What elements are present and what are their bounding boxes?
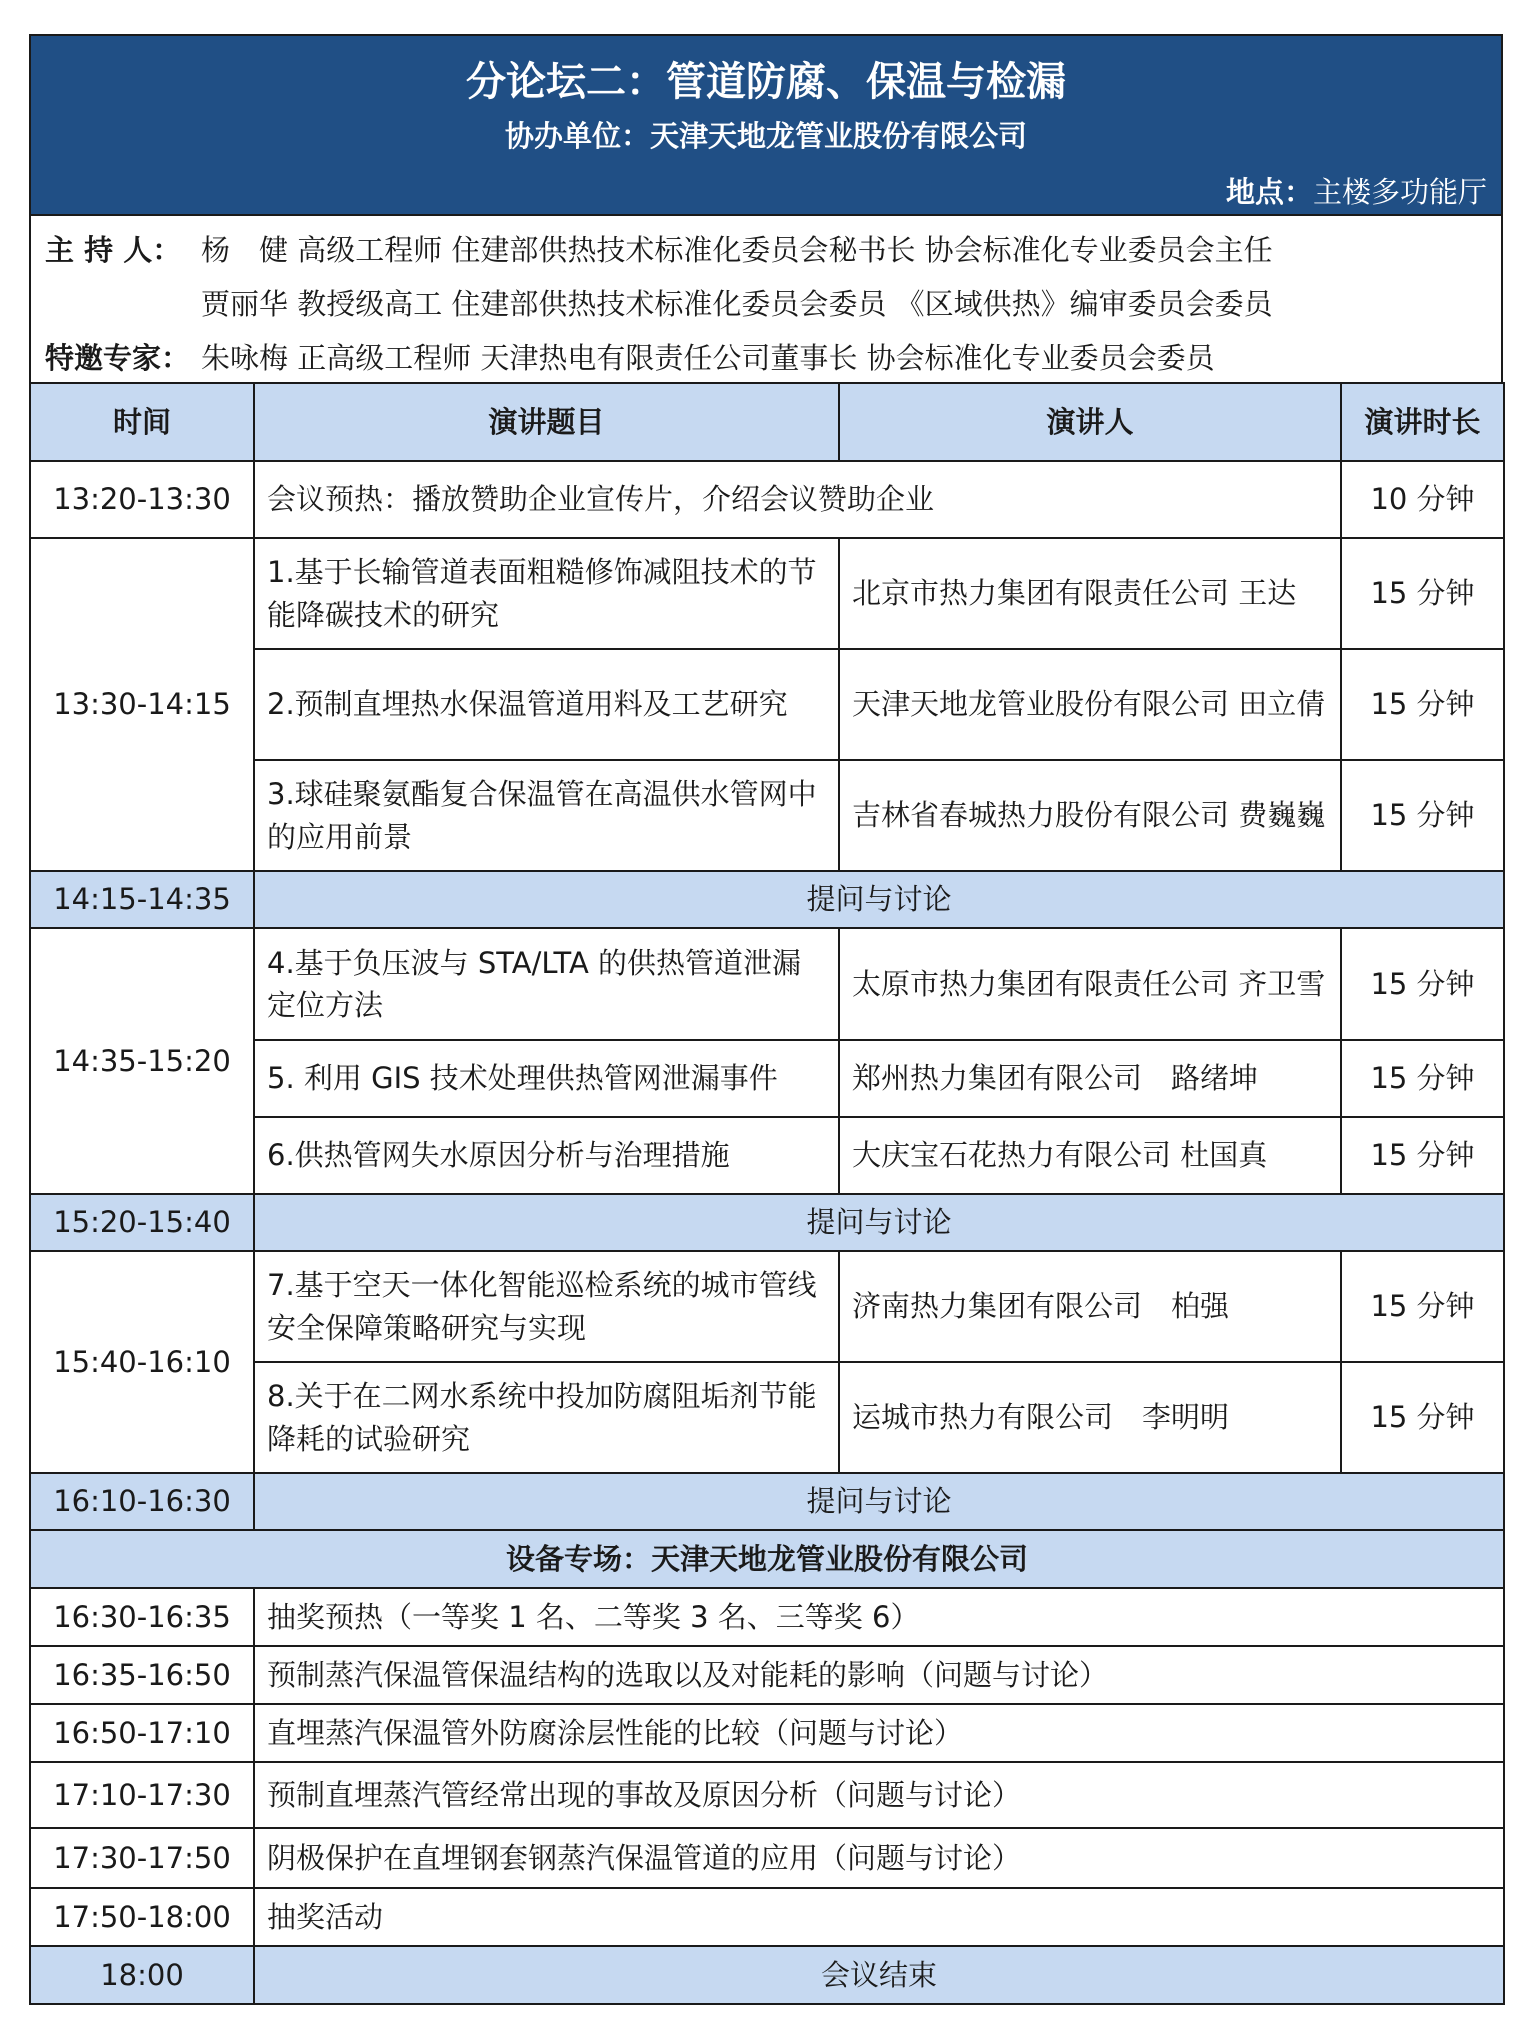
item-cell: 抽奖预热（一等奖 1 名、二等奖 3 名、三等奖 6）	[254, 1588, 1504, 1646]
time-cell: 17:30-17:50	[30, 1828, 254, 1888]
table-row	[30, 461, 1504, 538]
forum-header	[29, 34, 1503, 214]
location-value: 主楼多功能厅	[1312, 175, 1487, 209]
time-cell: 17:50-18:00	[30, 1888, 254, 1946]
agenda-sheet	[29, 34, 1503, 2005]
duration-cell: 15 分钟	[1341, 928, 1504, 1040]
hosts-section	[29, 214, 1503, 382]
qa-label: 提问与讨论	[254, 1194, 1504, 1251]
speaker-cell: 天津天地龙管业股份有限公司 田立倩	[839, 649, 1341, 760]
duration-cell: 15 分钟	[1341, 538, 1504, 649]
time-cell: 14:35-15:20	[30, 928, 254, 1194]
item-cell: 预制蒸汽保温管保温结构的选取以及对能耗的影响（问题与讨论）	[254, 1646, 1504, 1704]
table-header-row	[30, 383, 1504, 461]
topic-cell: 6.供热管网失水原因分析与治理措施	[254, 1117, 839, 1194]
host-1: 杨 健 高级工程师 住建部供热技术标准化委员会秘书长 协会标准化专业委员会主任	[201, 233, 1273, 267]
forum-title: 分论坛二：管道防腐、保温与检漏	[466, 59, 1066, 105]
col-header-time: 时间	[30, 383, 254, 461]
col-header-duration: 演讲时长	[1341, 383, 1504, 461]
equipment-title: 设备专场：天津天地龙管业股份有限公司	[30, 1530, 1504, 1588]
end-label: 会议结束	[254, 1946, 1504, 2004]
time-cell: 13:20-13:30	[30, 461, 254, 538]
topic-cell: 5. 利用 GIS 技术处理供热管网泄漏事件	[254, 1040, 839, 1117]
end-row	[30, 1946, 1504, 2004]
topic-cell: 8.关于在二网水系统中投加防腐阻垢剂节能降耗的试验研究	[254, 1362, 839, 1473]
item-cell: 抽奖活动	[254, 1888, 1504, 1946]
time-cell: 17:10-17:30	[30, 1762, 254, 1828]
table-row	[30, 928, 1504, 1040]
table-row	[30, 1762, 1504, 1828]
duration-cell: 15 分钟	[1341, 649, 1504, 760]
item-cell: 预制直埋蒸汽管经常出现的事故及原因分析（问题与讨论）	[254, 1762, 1504, 1828]
co-organizer: 协办单位：天津天地龙管业股份有限公司	[504, 119, 1027, 153]
speaker-cell: 北京市热力集团有限责任公司 王达	[839, 538, 1341, 649]
location	[1226, 170, 1487, 211]
speaker-cell: 太原市热力集团有限责任公司 齐卫雪	[839, 928, 1341, 1040]
table-row	[30, 1828, 1504, 1888]
host-line-1	[45, 228, 1273, 269]
topic-cell: 2.预制直埋热水保温管道用料及工艺研究	[254, 649, 839, 760]
equipment-title-row	[30, 1530, 1504, 1588]
time-cell: 15:40-16:10	[30, 1251, 254, 1473]
time-cell: 16:35-16:50	[30, 1646, 254, 1704]
speaker-cell: 大庆宝石花热力有限公司 杜国真	[839, 1117, 1341, 1194]
time-cell: 18:00	[30, 1946, 254, 2004]
duration-cell: 15 分钟	[1341, 1251, 1504, 1362]
time-cell: 16:30-16:35	[30, 1588, 254, 1646]
table-row	[30, 1888, 1504, 1946]
table-row	[30, 1704, 1504, 1762]
host-label: 主 持 人：	[45, 233, 182, 267]
time-cell: 13:30-14:15	[30, 538, 254, 871]
expert-line	[45, 336, 1215, 377]
duration-cell: 15 分钟	[1341, 760, 1504, 871]
col-header-speaker: 演讲人	[839, 383, 1341, 461]
host-2: 贾丽华 教授级高工 住建部供热技术标准化委员会委员 《区域供热》编审委员会委员	[201, 287, 1273, 321]
duration-cell: 15 分钟	[1341, 1117, 1504, 1194]
speaker-cell: 济南热力集团有限公司 柏强	[839, 1251, 1341, 1362]
time-cell: 14:15-14:35	[30, 871, 254, 928]
speaker-cell: 吉林省春城热力股份有限公司 费巍巍	[839, 760, 1341, 871]
time-cell: 16:10-16:30	[30, 1473, 254, 1530]
table-row	[30, 1251, 1504, 1362]
host-line-2	[45, 282, 1273, 323]
topic-cell: 7.基于空天一体化智能巡检系统的城市管线安全保障策略研究与实现	[254, 1251, 839, 1362]
qa-label: 提问与讨论	[254, 1473, 1504, 1530]
time-cell: 16:50-17:10	[30, 1704, 254, 1762]
qa-label: 提问与讨论	[254, 871, 1504, 928]
table-row	[30, 1588, 1504, 1646]
time-cell: 15:20-15:40	[30, 1194, 254, 1251]
speaker-cell: 运城市热力有限公司 李明明	[839, 1362, 1341, 1473]
speaker-cell: 郑州热力集团有限公司 路绪坤	[839, 1040, 1341, 1117]
qa-row	[30, 871, 1504, 928]
item-cell: 直埋蒸汽保温管外防腐涂层性能的比较（问题与讨论）	[254, 1704, 1504, 1762]
topic-cell: 会议预热：播放赞助企业宣传片，介绍会议赞助企业	[254, 461, 1341, 538]
expert: 朱咏梅 正高级工程师 天津热电有限责任公司董事长 协会标准化专业委员会委员	[201, 341, 1215, 375]
qa-row	[30, 1194, 1504, 1251]
duration-cell: 15 分钟	[1341, 1040, 1504, 1117]
topic-cell: 3.球硅聚氨酯复合保温管在高温供水管网中的应用前景	[254, 760, 839, 871]
expert-label: 特邀专家：	[45, 341, 191, 375]
table-row	[30, 538, 1504, 649]
duration-cell: 10 分钟	[1341, 461, 1504, 538]
duration-cell: 15 分钟	[1341, 1362, 1504, 1473]
topic-cell: 1.基于长输管道表面粗糙修饰减阻技术的节能降碳技术的研究	[254, 538, 839, 649]
location-label: 地点：	[1225, 175, 1313, 209]
table-row	[30, 1646, 1504, 1704]
qa-row	[30, 1473, 1504, 1530]
agenda-table	[29, 382, 1505, 2005]
topic-cell: 4.基于负压波与 STA/LTA 的供热管道泄漏定位方法	[254, 928, 839, 1040]
col-header-topic: 演讲题目	[254, 383, 839, 461]
item-cell: 阴极保护在直埋钢套钢蒸汽保温管道的应用（问题与讨论）	[254, 1828, 1504, 1888]
